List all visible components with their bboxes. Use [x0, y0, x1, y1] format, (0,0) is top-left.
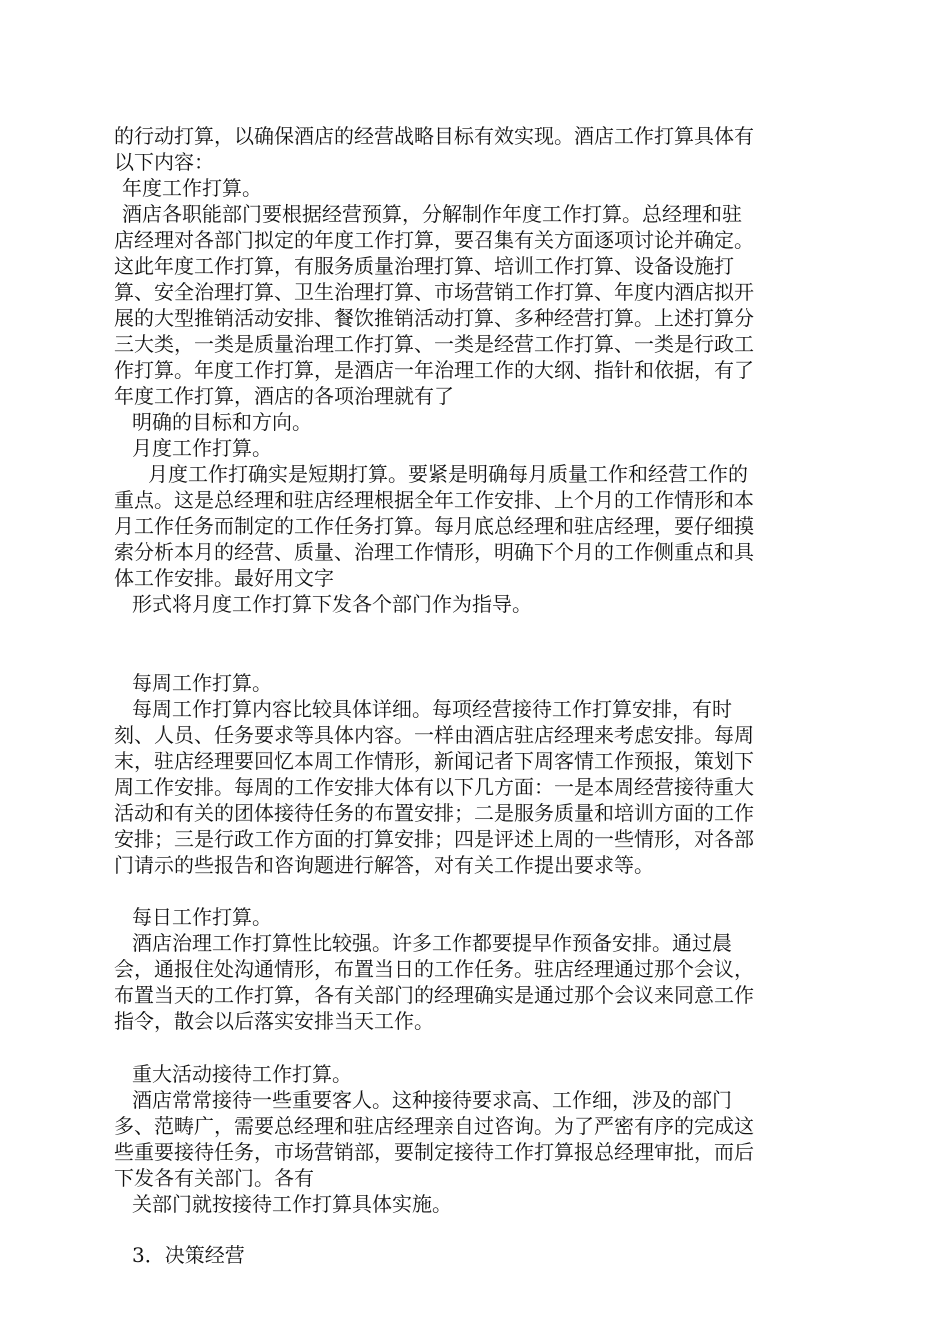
- text-line: 末，驻店经理要回忆本周工作情形，新闻记者下周客情工作预报，策划下: [114, 749, 754, 773]
- text-line: 索分析本月的经营、质量、治理工作情形，明确下个月的工作侧重点和具: [114, 540, 754, 564]
- text-line: 每周工作打算内容比较具体详细。每项经营接待工作打算安排，有时: [132, 697, 732, 721]
- text-line: 以下内容：: [114, 150, 214, 174]
- text-line: 月工作任务而制定的工作任务打算。每月底总经理和驻店经理，要仔细摸: [114, 514, 754, 538]
- text-line: 下发各有关部门。各有: [114, 1166, 314, 1190]
- text-line: 展的大型推销活动安排、餐饮推销活动打算、多种经营打算。上述打算分: [114, 306, 754, 330]
- text-line: 活动和有关的团体接待任务的布置安排；二是服务质量和培训方面的工作: [114, 801, 754, 825]
- text-line: 酒店各职能部门要根据经营预算，分解制作年度工作打算。总经理和驻: [122, 202, 742, 226]
- section-heading-weekly-plan: 每周工作打算。: [132, 671, 272, 695]
- text-line: 门请示的些报告和咨询题进行解答，对有关工作提出要求等。: [114, 853, 654, 877]
- text-line: 算、安全治理打算、卫生治理打算、市场营销工作打算、年度内酒店拟开: [114, 280, 754, 304]
- text-line: 月度工作打确实是短期打算。要紧是明确每月质量工作和经营工作的: [148, 462, 748, 486]
- text-line: 这此年度工作打算，有服务质量治理打算、培训工作打算、设备设施打: [114, 254, 734, 278]
- text-line: 周工作安排。每周的工作安排大体有以下几方面：一是本周经营接待重大: [114, 775, 754, 799]
- text-line: 会，通报住处沟通情形，布置当日的工作任务。驻店经理通过那个会议，: [114, 957, 754, 981]
- text-line: 店经理对各部门拟定的年度工作打算，要召集有关方面逐项讨论并确定。: [114, 228, 754, 252]
- text-line: 明确的目标和方向。: [132, 410, 312, 434]
- text-line: 关部门就按接待工作打算具体实施。: [132, 1192, 452, 1216]
- text-line: 酒店治理工作打算性比较强。许多工作都要提早作预备安排。通过晨: [132, 931, 732, 955]
- section-heading-decision: 3．决策经营: [132, 1243, 245, 1267]
- text-line: 的行动打算，以确保酒店的经营战略目标有效实现。酒店工作打算具体有: [114, 124, 754, 148]
- text-line: 形式将月度工作打算下发各个部门作为指导。: [132, 592, 532, 616]
- section-heading-daily-plan: 每日工作打算。: [132, 905, 272, 929]
- section-heading-major-events: 重大活动接待工作打算。: [132, 1062, 352, 1086]
- section-heading-monthly-plan: 月度工作打算。: [132, 436, 272, 460]
- text-line: 多、范畴广，需要总经理和驻店经理亲自过咨询。为了严密有序的完成这: [114, 1114, 754, 1138]
- text-line: 重点。这是总经理和驻店经理根据全年工作安排、上个月的工作情形和本: [114, 488, 754, 512]
- section-heading-annual-plan: 年度工作打算。: [122, 176, 262, 200]
- text-line: 些重要接待任务，市场营销部，要制定接待工作打算报总经理审批，而后: [114, 1140, 754, 1164]
- text-line: 作打算。年度工作打算，是酒店一年治理工作的大纲、指针和依据，有了: [114, 358, 754, 382]
- text-line: 年度工作打算，酒店的各项治理就有了: [114, 384, 454, 408]
- text-line: 布置当天的工作打算，各有关部门的经理确实是通过那个会议来同意工作: [114, 983, 754, 1007]
- text-line: 三大类，一类是质量治理工作打算、一类是经营工作打算、一类是行政工: [114, 332, 754, 356]
- text-line: 体工作安排。最好用文字: [114, 566, 334, 590]
- text-line: 酒店常常接待一些重要客人。这种接待要求高、工作细，涉及的部门: [132, 1088, 732, 1112]
- text-line: 指令，散会以后落实安排当天工作。: [114, 1009, 434, 1033]
- text-line: 安排；三是行政工作方面的打算安排；四是评述上周的一些情形，对各部: [114, 827, 754, 851]
- text-line: 刻、人员、任务要求等具体内容。一样由酒店驻店经理来考虑安排。每周: [114, 723, 754, 747]
